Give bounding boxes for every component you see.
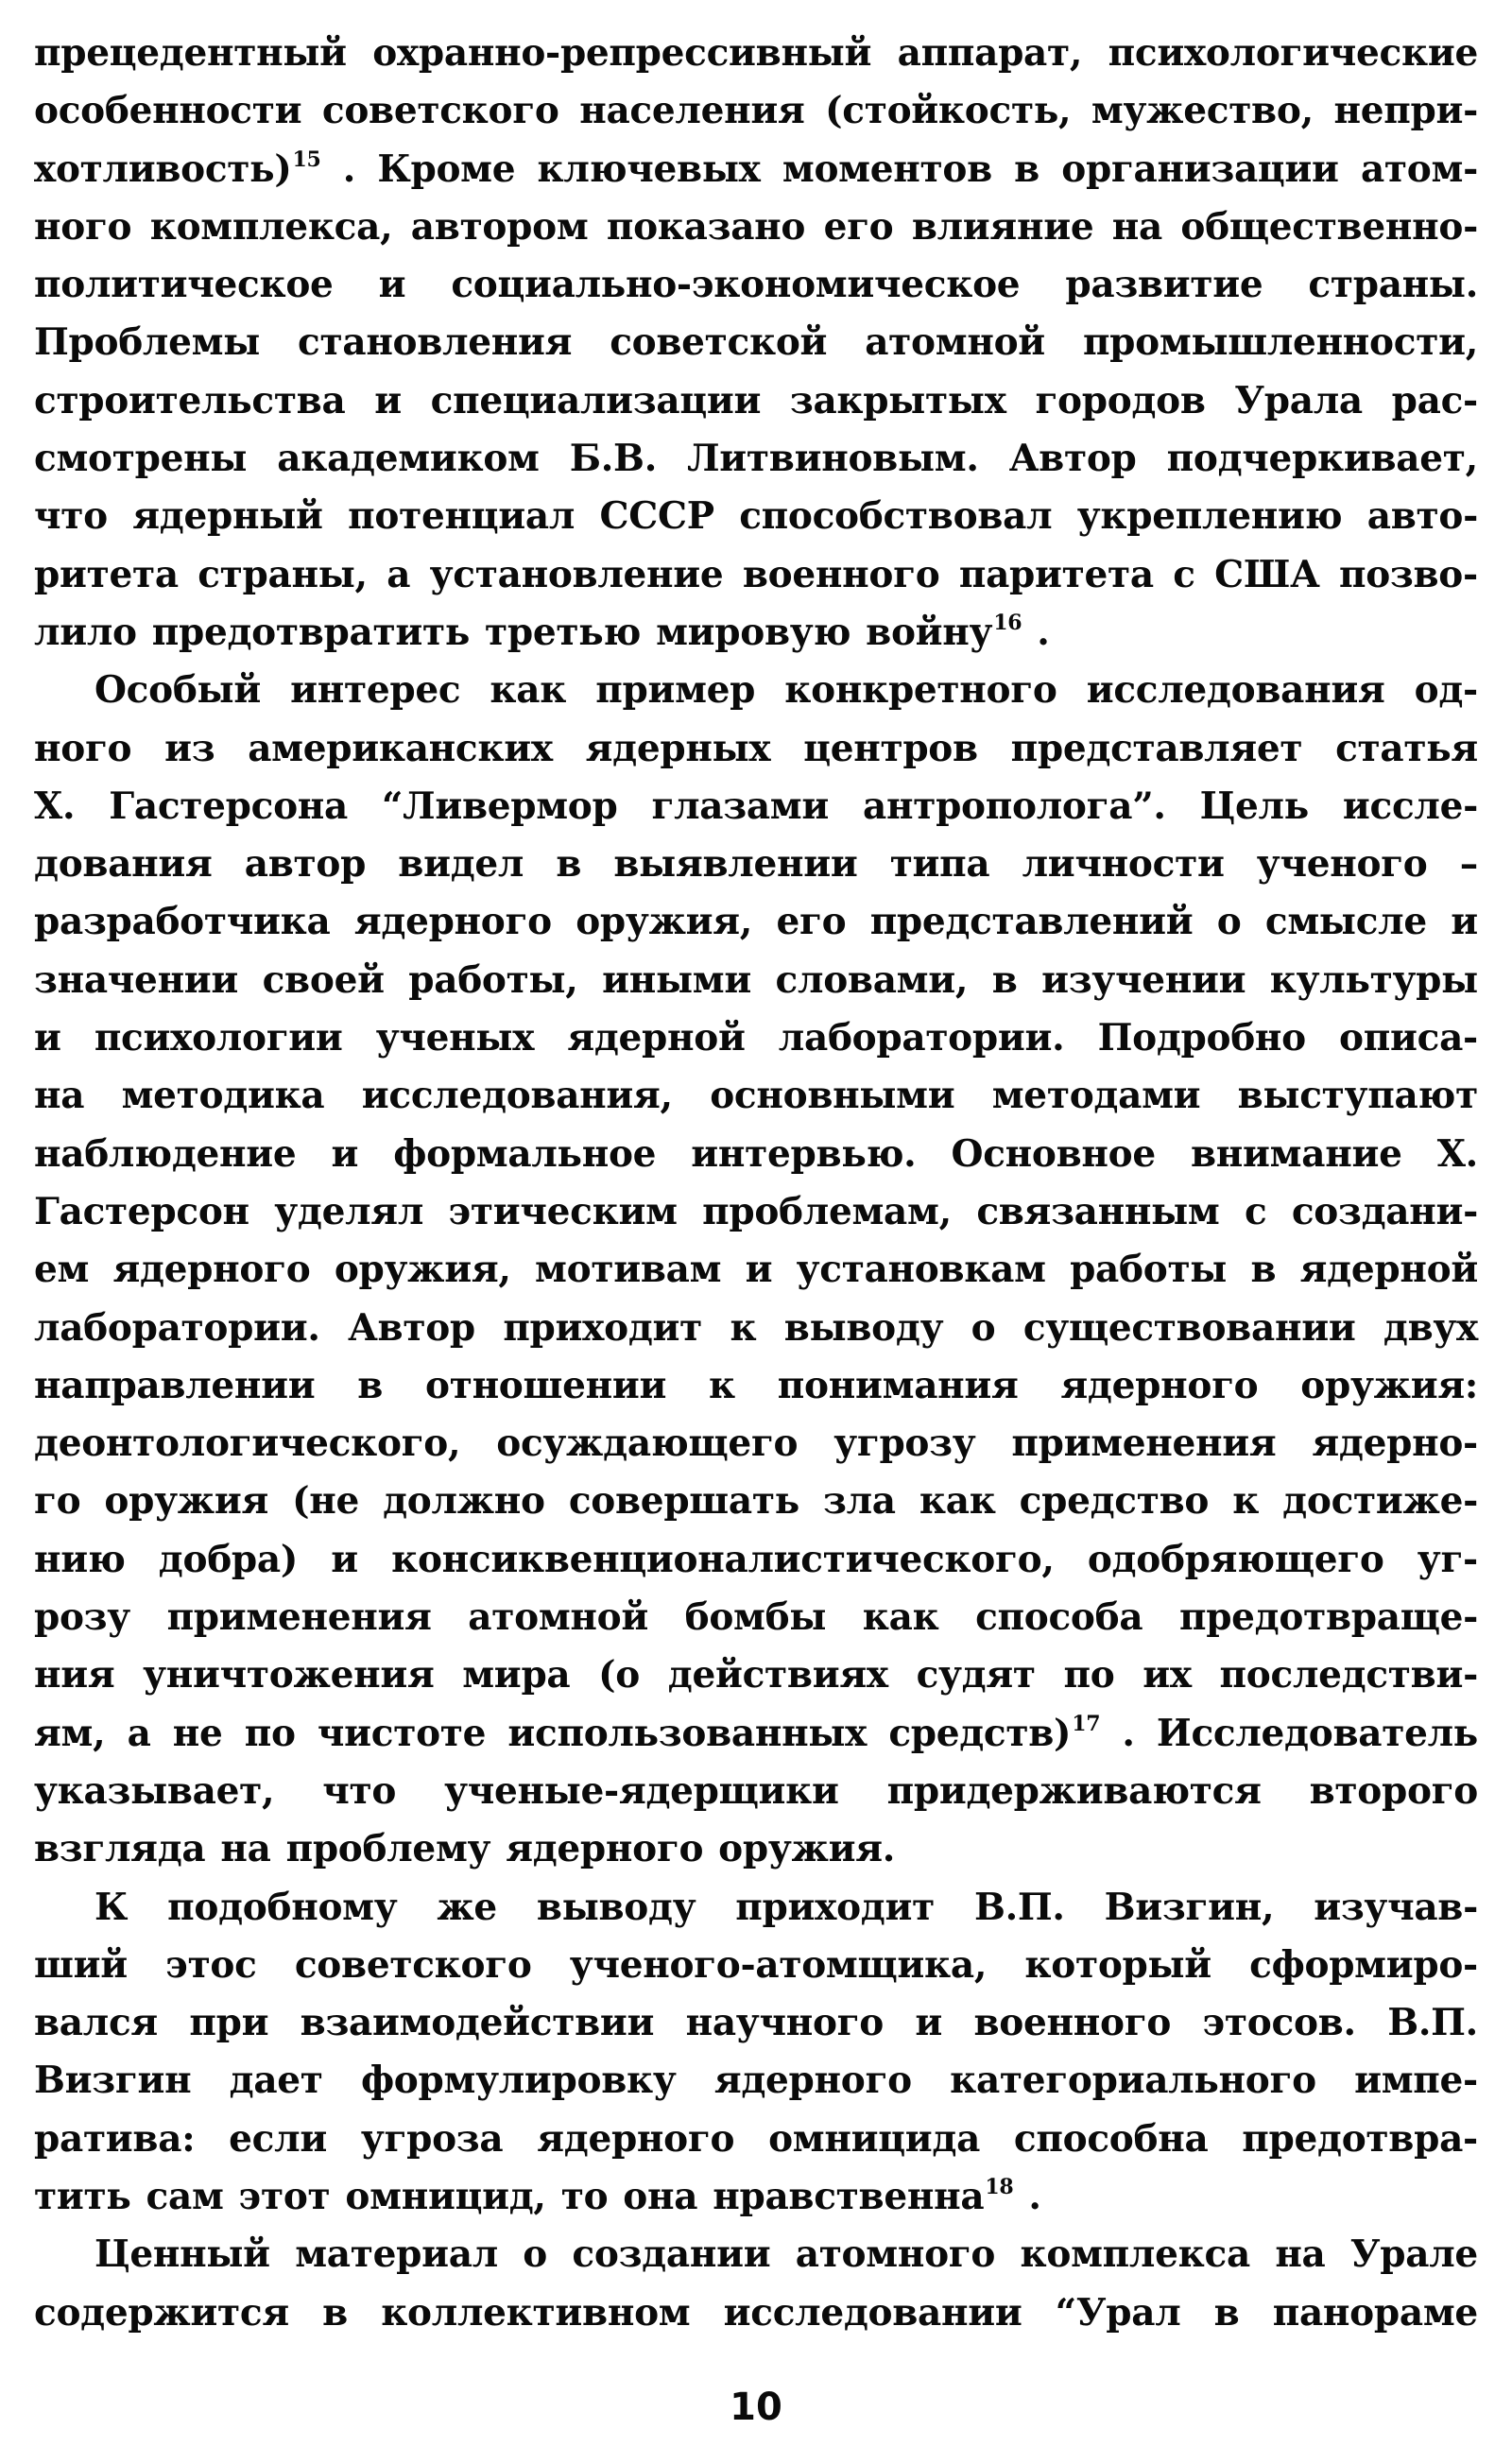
text-line: хотливость)$^{15}$ . Кроме ключевых моментов в организации атом- xyxy=(34,146,1478,191)
text-line: и психологии ученых ядерной лаборатории. Подробно описа- xyxy=(34,1016,1478,1060)
text-line: вался при взаимодействии научного и военного этосов. В.П. xyxy=(34,2001,1478,2045)
text-line: разработчика ядерного оружия, его представлений о смысле и xyxy=(34,900,1478,944)
text-line: ного из американских ядерных центров представляет статья xyxy=(34,726,1478,770)
text-line: ритета страны, а установление военного паритета с США позво- xyxy=(34,552,1478,596)
text-line: Визгин дает формулировку ядерного категориального импе- xyxy=(34,2059,1478,2103)
text-line: значении своей работы, иными словами, в изучении культуры xyxy=(34,957,1478,1002)
footnote-ref: 15 xyxy=(292,146,321,172)
text-line: ший этос советского ученого-атомщика, который сформиро- xyxy=(34,1942,1478,1987)
text-line: ния уничтожения мира (о действиях судят по их последстви- xyxy=(34,1653,1478,1697)
footnote-ref: 17 xyxy=(1072,1711,1101,1736)
text-line: наблюдение и формальное интервью. Основное внимание Х. xyxy=(34,1131,1478,1176)
text-line: Проблемы становления советской атомной промышленности, xyxy=(34,320,1478,365)
text-line: содержится в коллективном исследовании “Урал в панораме xyxy=(34,2290,1478,2335)
footnote-ref: 18 xyxy=(985,2174,1014,2199)
text-line: что ядерный потенциал СССР способствовал укреплению авто- xyxy=(34,494,1478,539)
text-line: деонтологического, осуждающего угрозу применения ядерно- xyxy=(34,1422,1478,1466)
text-line: смотрены академиком Б.В. Литвиновым. Автор подчеркивает, xyxy=(34,437,1478,481)
text-line: тить сам этот омницид, то она нравственна$^{18}$ . xyxy=(34,2174,1041,2218)
page-number: 10 xyxy=(730,2386,782,2429)
text-line: Ценный материал о создании атомного комплекса на Урале xyxy=(94,2232,1478,2277)
text-line: строительства и специализации закрытых городов Урала рас- xyxy=(34,378,1478,422)
text-line: го оружия (не должно совершать зла как средство к достиже- xyxy=(34,1479,1478,1524)
text-line: лило предотвратить третью мировую войну$^{16}$ . xyxy=(34,610,1050,654)
text-line: нию добра) и консиквенционалистического, одобряющего уг- xyxy=(34,1537,1478,1581)
text-line: Гастерсон уделял этическим проблемам, связанным с создани- xyxy=(34,1189,1478,1233)
text-line: прецедентный охранно-репрессивный аппарат, психологические xyxy=(34,31,1478,75)
text-line: Х. Гастерсона “Ливермор глазами антрополога”. Цель иссле- xyxy=(34,784,1478,828)
text-line: дования автор видел в выявлении типа личности ученого – xyxy=(34,842,1478,887)
text-line: розу применения атомной бомбы как способа предотвраще- xyxy=(34,1595,1478,1640)
text-line: на методика исследования, основными методами выступают xyxy=(34,1074,1478,1118)
text-line: указывает, что ученые-ядерщики придерживаются второго xyxy=(34,1768,1478,1813)
text-line: взгляда на проблему ядерного оружия. xyxy=(34,1827,896,1871)
text-line: ратива: если угроза ядерного омницида способна предотвра- xyxy=(34,2116,1478,2161)
text-line: ного комплекса, автором показано его влияние на общественно- xyxy=(34,204,1478,249)
body-text xyxy=(34,25,1478,2342)
text-line: ем ядерного оружия, мотивам и установкам работы в ядерной xyxy=(34,1248,1478,1292)
text-line: К подобному же выводу приходит В.П. Визгин, изучав- xyxy=(94,1885,1478,1929)
footnote-ref: 16 xyxy=(993,610,1022,635)
text-line: политическое и социально-экономическое развитие страны. xyxy=(34,263,1478,307)
text-line: ям, а не по чистоте использованных средств)$^{17}$ . Исследователь xyxy=(34,1711,1478,1755)
text-line: Особый интерес как пример конкретного исследования од- xyxy=(94,668,1478,713)
text-line: особенности советского населения (стойкость, мужество, непри- xyxy=(34,89,1478,133)
text-line: лаборатории. Автор приходит к выводу о существовании двух xyxy=(34,1305,1478,1350)
text-line: направлении в отношении к понимания ядерного оружия: xyxy=(34,1363,1478,1407)
